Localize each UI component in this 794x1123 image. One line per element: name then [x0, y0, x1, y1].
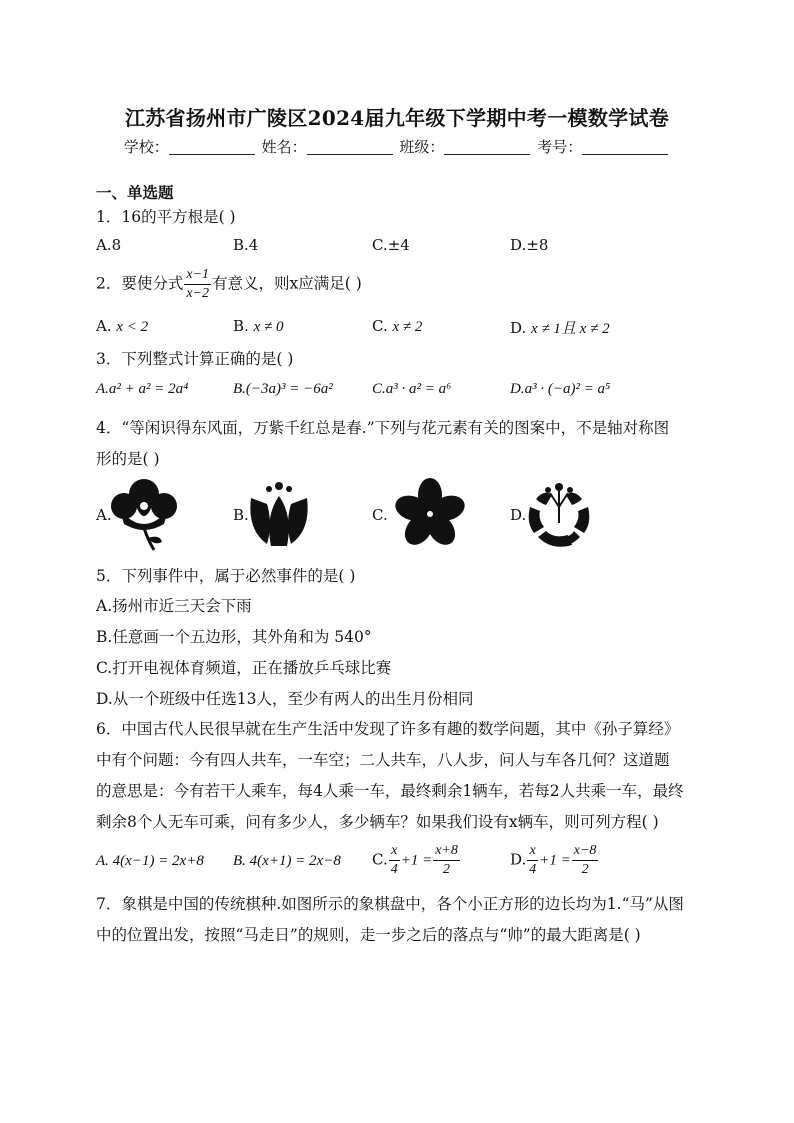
q2-d-label: D. [510, 319, 527, 337]
q4-option-d-label: D. [510, 506, 527, 524]
q2-a-label: A. [96, 317, 112, 335]
q2-d-expr: x ≠ 1且 x ≠ 2 [531, 321, 610, 337]
q4-line1: 4．“等闲识得东风面，万紫千红总是春.”下列与花元素有关的图案中，不是轴对称图 [96, 419, 670, 437]
student-info-row [0, 136, 794, 157]
q1-option-b: B.4 [233, 236, 259, 254]
q2-b-label: B. [233, 317, 249, 335]
flower-b-icon [245, 480, 313, 550]
q1-option-a: A.8 [96, 236, 122, 254]
q6-d-right-num: x−8 [572, 842, 599, 861]
q6-option-a: A. 4(x−1) = 2x+8 [96, 853, 204, 869]
q6-c-right-num: x+8 [433, 842, 460, 861]
q2-option-a [96, 317, 148, 336]
q2-option-b [233, 317, 283, 336]
flower-c-icon [394, 478, 466, 550]
q5-option-a: A.扬州市近三天会下雨 [96, 597, 252, 615]
q3-stem: 3．下列整式计算正确的是( ) [96, 350, 294, 368]
q4-option-c-label: C. [372, 506, 388, 524]
page-title: 江苏省扬州市广陵区2024届九年级下学期中考一模数学试卷 [124, 106, 670, 130]
q2-b-expr: x ≠ 0 [253, 319, 284, 335]
q4-line2: 形的是( ) [96, 450, 160, 468]
q4-option-b-label: B. [233, 506, 249, 524]
q5-option-c: C.打开电视体育频道，正在播放乒乓球比赛 [96, 659, 392, 677]
q2-stem-pre: 2．要使分式 [96, 274, 184, 293]
class-blank[interactable] [444, 140, 530, 155]
q6-d-left-den: 4 [529, 862, 537, 877]
q1-stem: 1．16的平方根是( ) [96, 208, 236, 226]
flower-d-icon [522, 477, 596, 553]
name-label: 姓名： [261, 138, 307, 156]
q2-option-d [510, 317, 610, 338]
q2-c-label: C. [372, 317, 388, 335]
q3-option-a: A.a² + a² = 2a⁴ [96, 381, 189, 397]
school-label: 学校： [123, 138, 169, 156]
q6-d-mid: +1 = [539, 852, 571, 869]
school-blank[interactable] [169, 140, 255, 155]
q5-option-d: D.从一个班级中任选13人，至少有两人的出生月份相同 [96, 690, 474, 708]
q6-line2: 中有个问题：今有四人共车，一车空；二人共车，八人步，问人与车各几何？这道题 [96, 751, 670, 769]
q4-option-a-label: A. [96, 506, 112, 524]
q6-d-frac-right [572, 842, 599, 879]
q2-fraction-den: x−2 [186, 286, 210, 301]
q2-stem-post: 有意义，则x应满足( ) [212, 274, 362, 293]
q6-c-label: C. [372, 850, 388, 869]
q7-line1: 7．象棋是中国的传统棋种.如图所示的象棋盘中，各个小正方形的边长均为1.“马”从图 [96, 895, 684, 913]
q1-option-d: D.±8 [510, 236, 549, 254]
q6-d-frac-left [527, 842, 538, 879]
q6-line1: 6．中国古代人民很早就在生产生活中发现了许多有趣的数学问题，其中《孙子算经》 [96, 720, 680, 738]
exam-no-blank[interactable] [582, 140, 668, 155]
q3-option-b: B.(−3a)³ = −6a² [233, 381, 333, 397]
q3-option-c: C.a³ · a² = a⁶ [372, 381, 452, 397]
q5-stem: 5．下列事件中，属于必然事件的是( ) [96, 567, 356, 585]
q6-option-d [510, 842, 599, 879]
q2-c-expr: x ≠ 2 [392, 319, 423, 335]
q6-c-mid: +1 = [400, 852, 433, 869]
q1-option-c: C.±4 [372, 236, 410, 254]
q6-option-b: B. 4(x+1) = 2x−8 [233, 853, 341, 869]
q6-d-label: D. [510, 850, 527, 869]
q6-c-right-den: 2 [443, 862, 451, 877]
q5-option-b: B.任意画一个五边形，其外角和为 540° [96, 628, 372, 646]
flower-a-icon [106, 476, 182, 552]
q6-d-right-den: 2 [581, 862, 589, 877]
q3-option-d: D.a³ · (−a)² = a⁵ [510, 381, 611, 397]
q6-line4: 剩余8个人无车可乘，问有多少人，多少辆车？如果我们设有x辆车，则可列方程( ) [96, 813, 659, 831]
q2-fraction [184, 266, 211, 303]
q2-option-c [372, 317, 422, 336]
q6-option-c [372, 842, 461, 879]
section-heading: 一、单选题 [96, 183, 174, 202]
q2-fraction-num: x−1 [184, 266, 211, 285]
q6-c-left-num: x [389, 842, 400, 861]
q7-line2: 中的位置出发，按照“马走日”的规则，走一步之后的落点与“帅”的最大距离是( ) [96, 926, 641, 944]
q6-c-frac-right [433, 842, 460, 879]
q6-d-left-num: x [527, 842, 538, 861]
class-label: 班级： [399, 138, 445, 156]
q6-c-frac-left [389, 842, 400, 879]
q6-c-left-den: 4 [390, 862, 398, 877]
q2-a-expr: x < 2 [116, 319, 149, 335]
name-blank[interactable] [307, 140, 393, 155]
exam-no-label: 考号： [537, 138, 583, 156]
q2-stem [96, 266, 362, 303]
q6-line3: 的意思是：今有若干人乘车，每4人乘一车，最终剩余1辆车，若每2人共乘一车，最终 [96, 782, 684, 800]
